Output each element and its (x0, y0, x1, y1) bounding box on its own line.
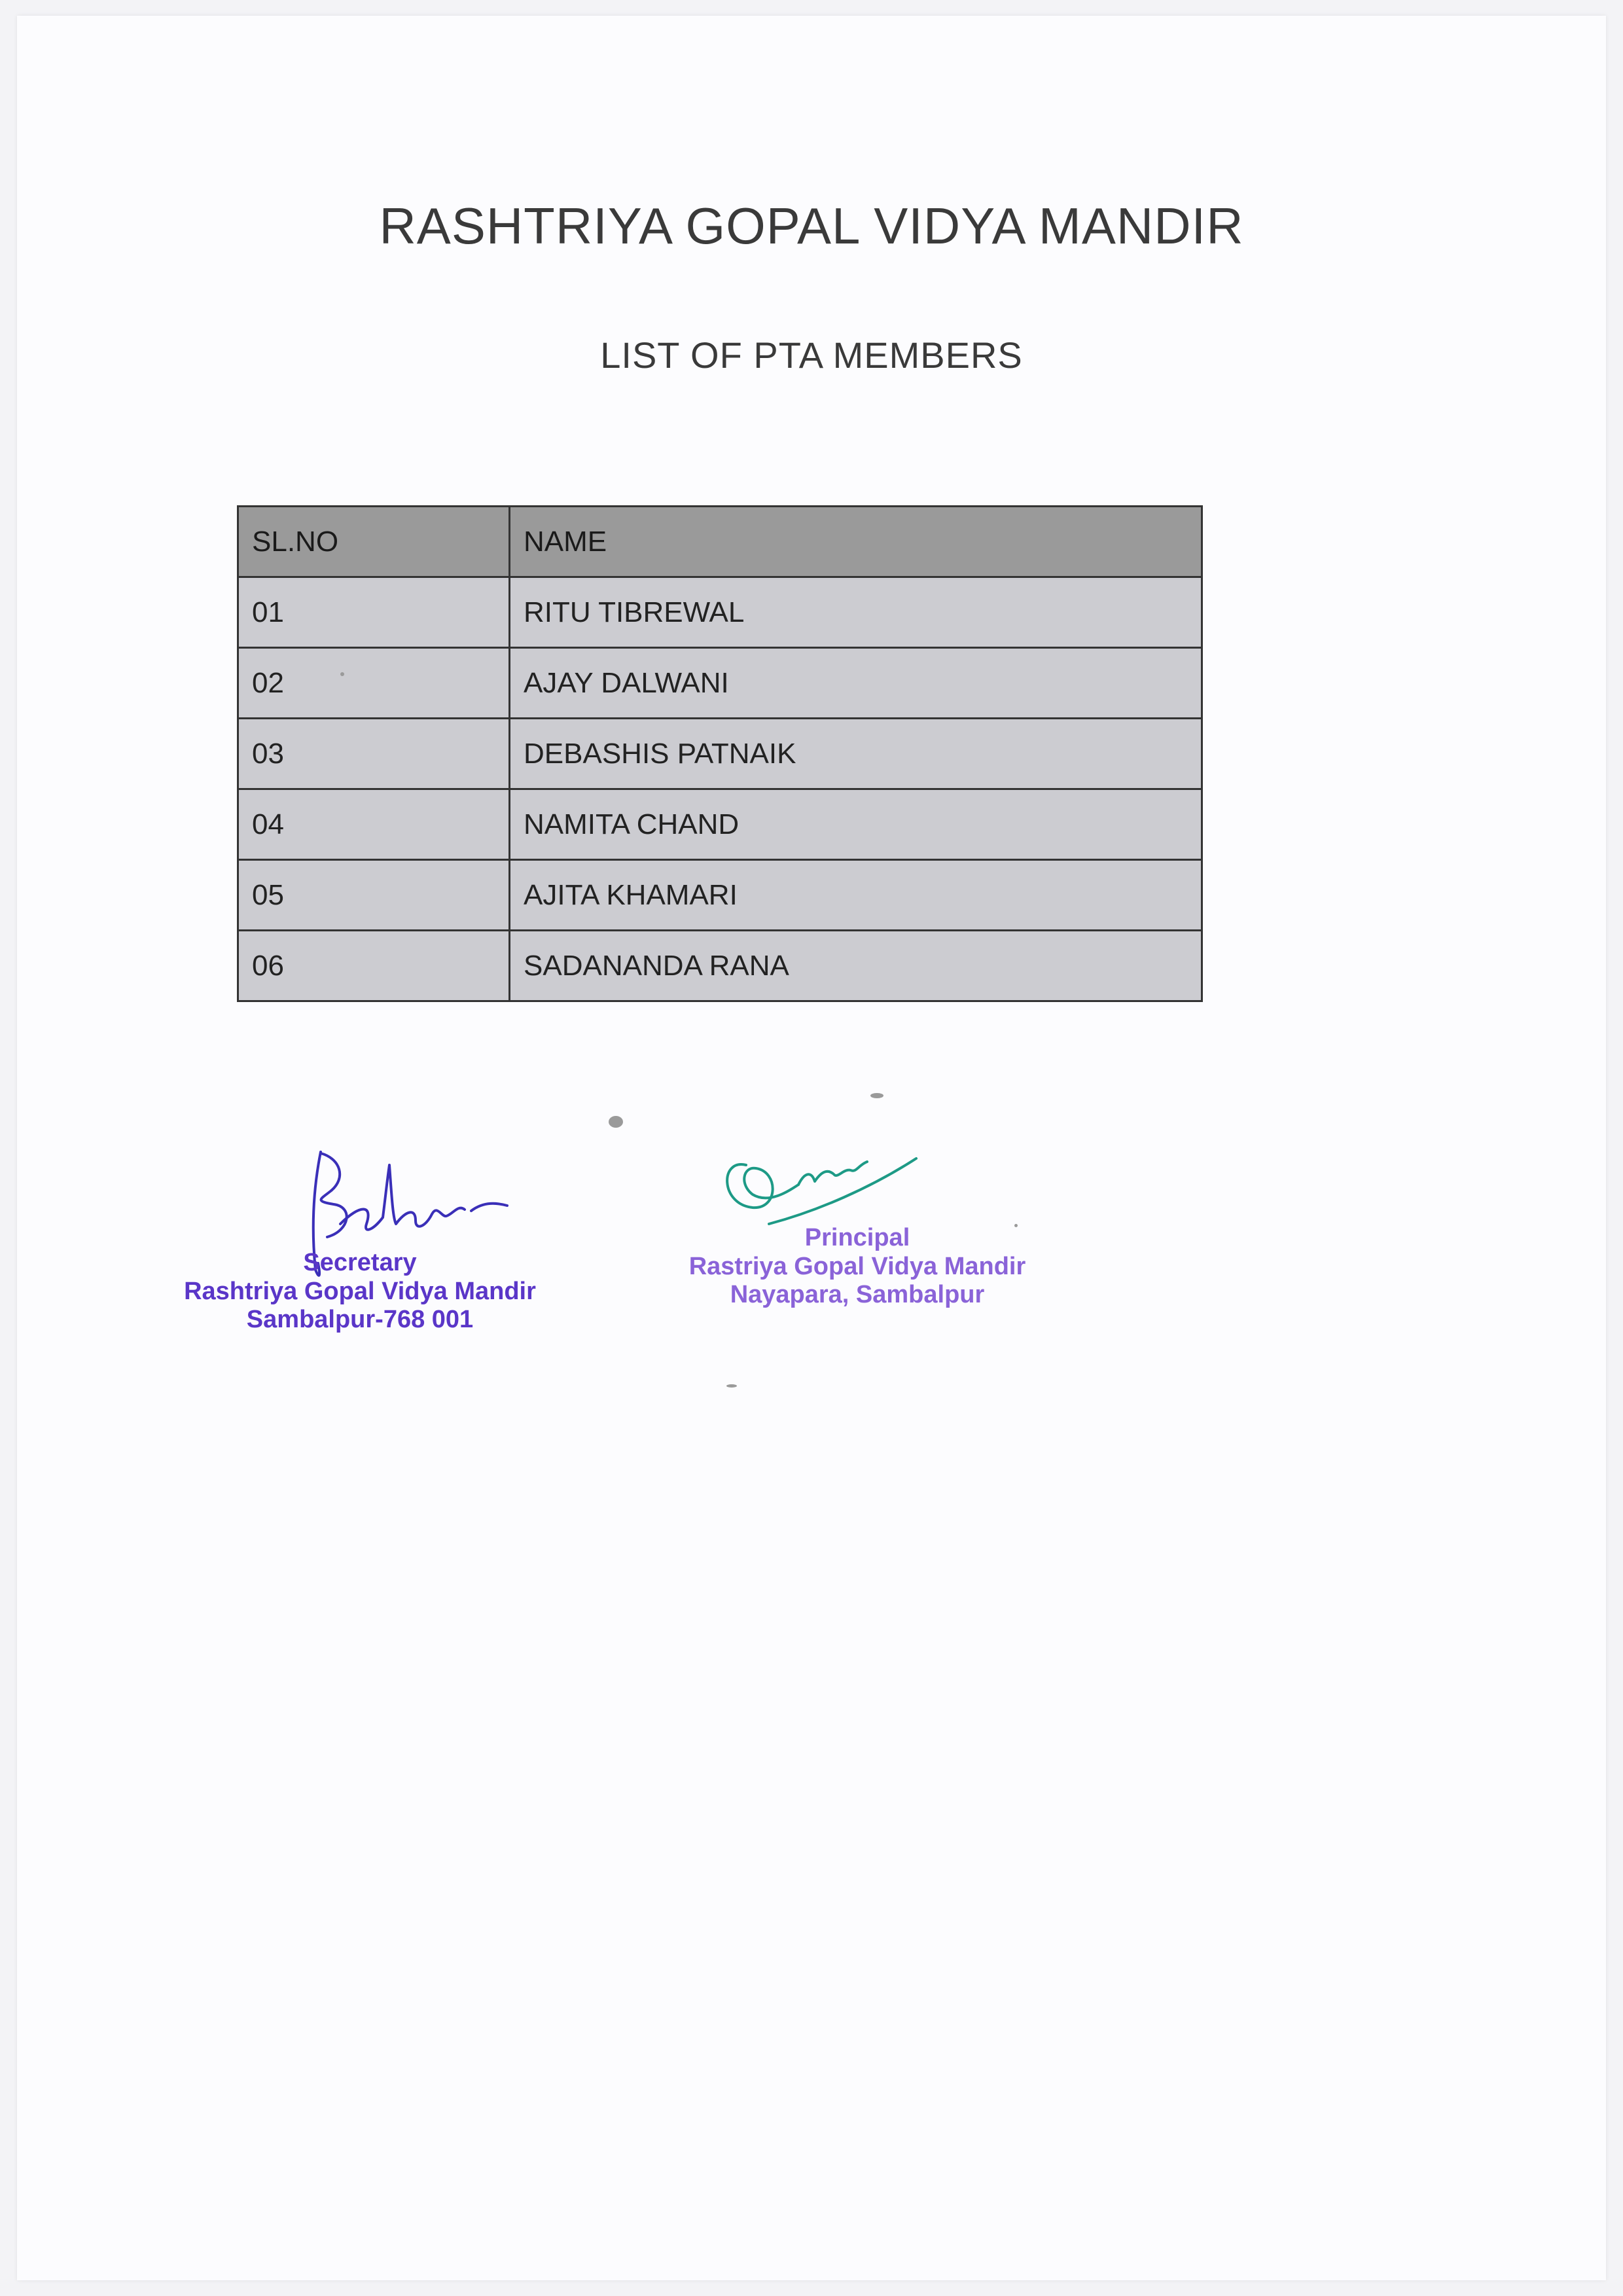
secretary-org: Rashtriya Gopal Vidya Mandir (184, 1277, 536, 1305)
pta-members-table (237, 505, 1203, 1002)
cell-sl-no: 06 (238, 931, 510, 1001)
cell-name: RITU TIBREWAL (510, 577, 1202, 648)
cell-sl-no: 04 (238, 789, 510, 860)
cell-sl-no: 05 (238, 860, 510, 931)
column-header-sl-no: SL.NO (238, 507, 510, 577)
table-row (238, 577, 1202, 648)
document-title: RASHTRIYA GOPAL VIDYA MANDIR (379, 197, 1244, 255)
secretary-stamp (124, 1249, 596, 1335)
table-row (238, 789, 1202, 860)
document-subtitle: LIST OF PTA MEMBERS (600, 334, 1023, 376)
secretary-place: Sambalpur-768 001 (246, 1306, 474, 1334)
cell-name: SADANANDA RANA (510, 931, 1202, 1001)
principal-place: Nayapara, Sambalpur (730, 1281, 985, 1309)
cell-name: NAMITA CHAND (510, 789, 1202, 860)
cell-sl-no: 03 (238, 719, 510, 789)
table-header-row (238, 507, 1202, 577)
cell-sl-no: 02 (238, 648, 510, 719)
table-row (238, 860, 1202, 931)
cell-name: DEBASHIS PATNAIK (510, 719, 1202, 789)
principal-org: Rastriya Gopal Vidya Mandir (688, 1252, 1026, 1280)
cell-sl-no: 01 (238, 577, 510, 648)
table-row (238, 719, 1202, 789)
cell-name: AJITA KHAMARI (510, 860, 1202, 931)
cell-name: AJAY DALWANI (510, 648, 1202, 719)
secretary-role: Secretary (303, 1249, 417, 1276)
column-header-name: NAME (510, 507, 1202, 577)
principal-role: Principal (804, 1224, 910, 1251)
principal-stamp (661, 1224, 1054, 1310)
table-row (238, 648, 1202, 719)
table-row (238, 931, 1202, 1001)
